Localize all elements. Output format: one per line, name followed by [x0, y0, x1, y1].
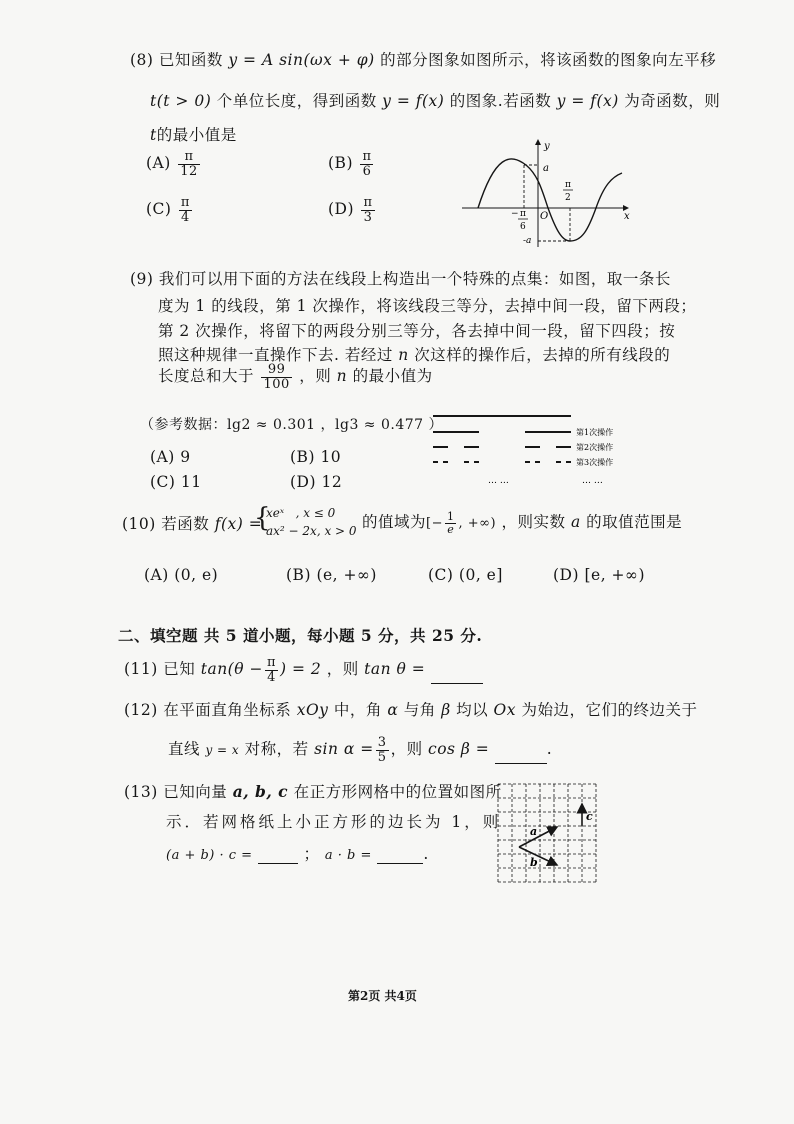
sine-curve	[478, 159, 622, 241]
q12-text: 对称，若	[244, 740, 309, 759]
q8-text: 已知函数	[158, 51, 223, 69]
q11-text: ，则	[326, 660, 359, 679]
graph-tick-right-den: 2	[565, 193, 571, 203]
option-fraction: $\frac{\pi}{3}$	[363, 195, 373, 225]
section2-title: 二、填空题 共 5 道小题，每小题 5 分，共 25 分.	[118, 626, 483, 645]
q13-line3: (a + b) · c = ； a · b = .	[166, 845, 429, 863]
q12-line1	[124, 698, 697, 720]
q10-number: (10)	[122, 515, 156, 533]
q12-text: 在平面直角坐标系	[163, 701, 292, 719]
vector-c-label: c	[586, 810, 593, 823]
q9-n-var: n	[336, 367, 348, 386]
q12-sin: sin α =	[314, 740, 374, 759]
q12-number: (12)	[124, 701, 158, 719]
q10-text: 的值域为	[362, 513, 427, 531]
op3-label: 第3次操作	[576, 458, 614, 467]
graph-a-label: a	[543, 163, 549, 174]
q10-line-b: 的值域为[− $\frac{1}{e}$ , +∞) ，则实数 a 的取值范围是	[362, 509, 683, 536]
vector-b-label: b	[530, 856, 538, 869]
dots-right: … …	[582, 476, 603, 486]
q10-text: 若函数	[161, 515, 210, 533]
q9-option-c: (C) 11	[150, 473, 202, 491]
graph-neg-a-label: -a	[523, 236, 532, 246]
q8-t-condition: t(t > 0)	[150, 92, 212, 110]
q11-line	[124, 656, 483, 684]
q12-beta: β	[441, 701, 451, 719]
q8-line2	[150, 89, 720, 111]
q10-fx: f(x) =	[214, 515, 263, 533]
q11-answer-blank[interactable]	[431, 669, 483, 684]
q9-line5	[158, 363, 433, 391]
q11-fraction: $\frac{\pi}{4}$	[266, 655, 277, 685]
q12-answer-blank[interactable]	[495, 749, 547, 764]
q8-function: y = A sin(ωx + φ)	[228, 51, 375, 69]
option-label: (C)	[146, 200, 172, 219]
grid-lines	[498, 784, 596, 884]
q8-line3	[150, 123, 237, 145]
q13-answer-blank-1[interactable]	[258, 849, 298, 864]
q10-a-var: a	[570, 513, 581, 531]
option-fraction: $\frac{\pi}{12}$	[180, 149, 198, 179]
q9-line2: 度为 1 的线段，第 1 次操作，将该线段三等分，去掉中间一段，留下两段；	[158, 297, 697, 315]
option-label: (A)	[146, 154, 171, 173]
op2-label: 第2次操作	[576, 443, 614, 452]
q10-case1: xeˣ , x ≤ 0	[266, 506, 336, 520]
q13-text: 已知向量	[163, 783, 228, 801]
q10-option-c: (C) (0, e]	[428, 566, 503, 584]
q11-expr: ) = 2	[280, 660, 322, 679]
q11-text: 已知	[163, 660, 196, 679]
q8-t-var: t	[150, 126, 157, 144]
q12-yx: y = x	[205, 743, 240, 758]
q9-reference-data: （参考数据：lg2 ≈ 0.301 ，lg3 ≈ 0.477 ）	[140, 417, 444, 433]
q9-text: ，则	[299, 367, 332, 386]
q9-text: 照这种规律一直操作下去. 若经过	[158, 346, 393, 364]
q9-fraction: $\frac{99}{100}$	[263, 362, 290, 392]
q13-line2: 示．若网格纸上小正方形的边长为 1，则	[166, 813, 502, 831]
q12-text: 均以	[456, 701, 489, 719]
q8-text: 为奇函数，则	[624, 92, 721, 110]
graph-tick-left-den: 6	[520, 222, 526, 232]
q13-text: 在正方形网格中的位置如图所	[293, 783, 502, 801]
q8-option-d	[328, 196, 377, 224]
q8-function: y = f(x)	[382, 92, 445, 110]
q12-text: 中，角	[333, 701, 382, 719]
q12-line2: 直线 y = x 对称，若 sin α = $\frac{3}{5}$ ，则 cos β = .	[168, 735, 553, 765]
q9-option-b: (B) 10	[290, 448, 342, 466]
q8-sine-graph	[460, 135, 635, 253]
q10-option-d: (D) [e, +∞)	[553, 566, 645, 584]
q9-line3: 第 2 次操作，将留下的两段分别三等分，各去掉中间一段，留下四段；按	[158, 322, 676, 340]
q9-n-var: n	[398, 346, 409, 364]
graph-x-label: x	[624, 211, 630, 222]
q9-text: 我们可以用下面的方法在线段上构造出一个特殊的点集：如图，取一条长	[158, 270, 671, 288]
q9-number: (9)	[130, 270, 154, 288]
graph-tick-left-sign: −	[511, 209, 519, 219]
q13-vectors: a, b, c	[232, 782, 289, 801]
q13-expr1: (a + b) · c =	[166, 848, 253, 863]
option-fraction: $\frac{\pi}{4}$	[180, 195, 190, 225]
q12-fraction: $\frac{3}{5}$	[377, 735, 387, 765]
q9-text: 的最小值为	[352, 367, 433, 386]
q10-brace: {	[254, 503, 271, 533]
option-label: (D)	[328, 200, 355, 219]
q12-text: ，则	[390, 740, 423, 759]
dots-left: … …	[488, 476, 509, 486]
q11-expr: tan(θ −	[200, 660, 263, 679]
q9-text: 长度总和大于	[158, 367, 255, 386]
q10-text: 的取值范围是	[586, 513, 683, 531]
q10-option-b: (B) (e, +∞)	[286, 566, 377, 584]
option-label: (B)	[328, 154, 353, 173]
q8-text: 的部分图象如图所示，将该函数的图象向左平移	[380, 51, 717, 69]
q13-expr2: a · b =	[324, 848, 372, 863]
q9-line1	[130, 267, 671, 289]
q9-text: 次这样的操作后，去掉的所有线段的	[414, 346, 671, 364]
q12-alpha: α	[387, 701, 399, 719]
q12-text: 直线	[168, 740, 201, 759]
q13-line1	[124, 780, 502, 802]
q8-function: y = f(x)	[556, 92, 619, 110]
q9-option-d: (D) 12	[290, 473, 343, 491]
q12-cos: cos β =	[428, 740, 490, 759]
q8-text: 的最小值是	[156, 126, 237, 144]
option-fraction: $\frac{\pi}{6}$	[362, 149, 372, 179]
vector-a	[519, 827, 557, 847]
q11-number: (11)	[124, 660, 158, 679]
q9-line4	[158, 343, 670, 365]
q10-option-a: (A) (0, e)	[144, 566, 219, 584]
q13-answer-blank-2[interactable]	[377, 849, 423, 864]
vector-b	[519, 847, 557, 865]
q9-option-a: (A) 9	[150, 448, 191, 466]
q12-ox: Ox	[493, 701, 516, 719]
q10-range-fraction: $\frac{1}{e}$	[446, 509, 455, 536]
page-footer: 第2页 共4页	[348, 989, 417, 1003]
q10-line	[122, 512, 262, 534]
q12-text: 为始边，它们的终边关于	[521, 701, 698, 719]
graph-tick-right-num: π	[565, 180, 571, 190]
q13-vector-grid	[494, 780, 606, 888]
q13-number: (13)	[124, 783, 158, 801]
q12-text: 与角	[403, 701, 436, 719]
q8-text: 个单位长度，得到函数	[216, 92, 377, 110]
vector-a-label: a	[530, 825, 538, 838]
q8-number: (8)	[130, 51, 154, 69]
graph-y-label: y	[544, 141, 550, 152]
q8-text: 的图象.若函数	[449, 92, 552, 110]
q8-option-a	[146, 150, 202, 178]
q8-line1	[130, 48, 716, 70]
q12-xoy: xOy	[296, 701, 329, 719]
q9-cantor-figure	[430, 408, 630, 486]
q8-option-c	[146, 196, 194, 224]
q10-text: ，则实数	[501, 513, 566, 531]
q11-expr: tan θ =	[364, 660, 426, 679]
q8-option-b	[328, 150, 375, 178]
op1-label: 第1次操作	[576, 428, 614, 437]
graph-origin-label: O	[540, 211, 549, 222]
graph-tick-left-num: π	[520, 209, 526, 219]
q10-case2: ax² − 2x, x > 0	[266, 524, 357, 538]
